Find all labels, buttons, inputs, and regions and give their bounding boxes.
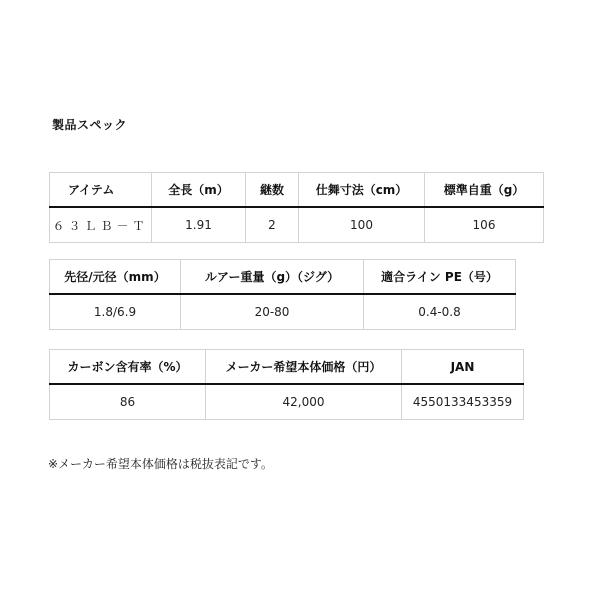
cell-length: 1.91 bbox=[152, 207, 246, 243]
cell-jan: 4550133453359 bbox=[402, 384, 524, 420]
header-lure-weight: ルアー重量（g）（ジグ） bbox=[181, 260, 364, 295]
header-carbon-content: カーボン含有率（%） bbox=[50, 350, 206, 385]
table-header-row bbox=[50, 260, 516, 295]
spec-table-price bbox=[49, 349, 524, 420]
tax-note: ※メーカー希望本体価格は税抜表記です。 bbox=[48, 457, 273, 471]
header-jan: JAN bbox=[402, 350, 524, 385]
cell-carbon-content: 86 bbox=[50, 384, 206, 420]
header-item: アイテム bbox=[50, 173, 152, 208]
spec-table-basic bbox=[49, 172, 544, 243]
table-header-row bbox=[50, 350, 524, 385]
header-tip-butt-diameter: 先径/元径（mm） bbox=[50, 260, 181, 295]
table-header-row bbox=[50, 173, 544, 208]
cell-tip-butt-diameter: 1.8/6.9 bbox=[50, 294, 181, 330]
cell-price: 42,000 bbox=[206, 384, 402, 420]
table-row bbox=[50, 207, 544, 243]
header-line-pe: 適合ライン PE（号） bbox=[364, 260, 516, 295]
header-price: メーカー希望本体価格（円） bbox=[206, 350, 402, 385]
cell-pieces: 2 bbox=[246, 207, 299, 243]
cell-item: ６３ＬＢ－Ｔ bbox=[50, 207, 152, 243]
cell-closed-length: 100 bbox=[299, 207, 425, 243]
header-pieces: 継数 bbox=[246, 173, 299, 208]
cell-lure-weight: 20-80 bbox=[181, 294, 364, 330]
spec-table-tackle bbox=[49, 259, 516, 330]
page-title: 製品スペック bbox=[52, 118, 128, 132]
header-closed-length: 仕舞寸法（cm） bbox=[299, 173, 425, 208]
header-weight: 標準自重（g） bbox=[425, 173, 544, 208]
cell-weight: 106 bbox=[425, 207, 544, 243]
table-row bbox=[50, 294, 516, 330]
header-length: 全長（m） bbox=[152, 173, 246, 208]
cell-line-pe: 0.4-0.8 bbox=[364, 294, 516, 330]
table-row bbox=[50, 384, 524, 420]
